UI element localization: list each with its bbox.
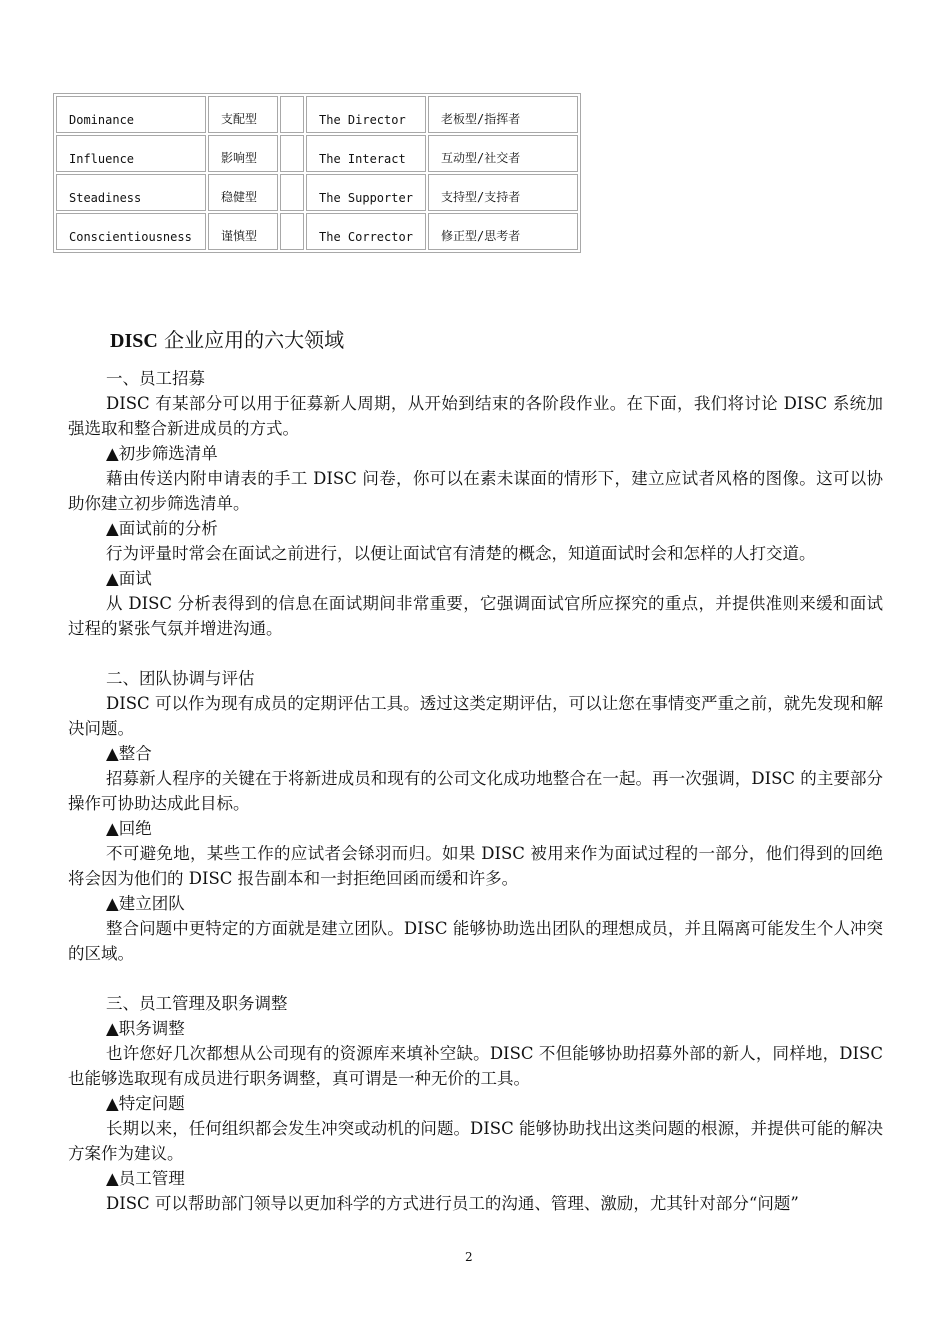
role-chinese: 老板型/指挥者 — [428, 96, 578, 133]
empty-cell — [280, 213, 304, 250]
type-chinese: 谨慎型 — [208, 213, 278, 250]
paragraph: 一、员工招募 — [106, 369, 205, 388]
paragraph: 也许您好几次都想从公司现有的资源库来填补空缺。DISC 不但能够协助招募外部的新人，同样地，DISC 也能够选取现有成员进行职务调整，真可谓是一种无价的工具。 — [68, 1044, 883, 1088]
paragraph: ▲职务调整 — [106, 1019, 185, 1038]
paragraph: 三、员工管理及职务调整 — [106, 994, 288, 1013]
empty-cell — [280, 174, 304, 211]
type-english: Conscientiousness — [56, 213, 206, 250]
empty-cell — [280, 96, 304, 133]
type-english: Dominance — [56, 96, 206, 133]
paragraph: DISC 有某部分可以用于征募新人周期，从开始到结束的各阶段作业。在下面，我们将讨论 DISC 系统加强选取和整合新进成员的方式。 — [68, 394, 883, 438]
paragraph: ▲回绝 — [106, 819, 152, 838]
paragraph: 二、团队协调与评估 — [106, 669, 255, 688]
empty-cell — [280, 135, 304, 172]
disc-table-body — [56, 96, 578, 250]
table-row — [56, 174, 578, 211]
paragraph: 招募新人程序的关键在于将新进成员和现有的公司文化成功地整合在一起。再一次强调，DISC 的主要部分操作可协助达成此目标。 — [68, 769, 883, 813]
paragraph: 整合问题中更特定的方面就是建立团队。DISC 能够协助选出团队的理想成员，并且隔离可能发生个人冲突的区域。 — [68, 919, 883, 963]
role-chinese: 互动型/社交者 — [428, 135, 578, 172]
role-english: The Supporter — [306, 174, 426, 211]
section-title-rest: 企业应用的六大领域 — [157, 328, 345, 352]
disc-types-table — [53, 93, 581, 253]
type-chinese: 影响型 — [208, 135, 278, 172]
type-chinese: 稳健型 — [208, 174, 278, 211]
paragraph: DISC 可以帮助部门领导以更加科学的方式进行员工的沟通、管理、激励，尤其针对部分“问题” — [106, 1194, 799, 1213]
paragraph: 藉由传送内附申请表的手工 DISC 问卷，你可以在素未谋面的情形下，建立应试者风格的图像。这可以协助你建立初步筛选清单。 — [68, 469, 883, 513]
type-english: Steadiness — [56, 174, 206, 211]
role-chinese: 支持型/支持者 — [428, 174, 578, 211]
table-row — [56, 96, 578, 133]
paragraph: ▲建立团队 — [106, 894, 185, 913]
role-english: The Director — [306, 96, 426, 133]
paragraph: ▲特定问题 — [106, 1094, 185, 1113]
paragraph: DISC 可以作为现有成员的定期评估工具。透过这类定期评估，可以让您在事情变严重之前，就先发现和解决问题。 — [68, 694, 883, 738]
role-english: The Interact — [306, 135, 426, 172]
paragraph: 长期以来，任何组织都会发生冲突或动机的问题。DISC 能够协助找出这类问题的根源，并提供可能的解决方案作为建议。 — [68, 1119, 883, 1163]
role-chinese: 修正型/思考者 — [428, 213, 578, 250]
paragraph: ▲初步筛选清单 — [106, 444, 218, 463]
paragraph: ▲面试前的分析 — [106, 519, 218, 538]
table-row — [56, 135, 578, 172]
type-chinese: 支配型 — [208, 96, 278, 133]
paragraph: 从 DISC 分析表得到的信息在面试期间非常重要，它强调面试官所应探究的重点，并提供准则来缓和面试过程的紧张气氛并增进沟通。 — [68, 594, 883, 638]
paragraph: ▲员工管理 — [106, 1169, 185, 1188]
paragraph: 行为评量时常会在面试之前进行，以便让面试官有清楚的概念，知道面试时会和怎样的人打交道。 — [106, 544, 816, 563]
type-english: Influence — [56, 135, 206, 172]
paragraph: 不可避免地，某些工作的应试者会铩羽而归。如果 DISC 被用来作为面试过程的一部分，他们得到的回绝将会因为他们的 DISC 报告副本和一封拒绝回函而缓和许多。 — [68, 844, 883, 888]
section-title — [110, 324, 344, 353]
paragraph: ▲面试 — [106, 569, 152, 588]
body-content — [68, 366, 883, 1216]
role-english: The Corrector — [306, 213, 426, 250]
table-row — [56, 213, 578, 250]
section-title-bold: DISC — [110, 330, 158, 352]
page-number: 2 — [465, 1250, 473, 1264]
paragraph: ▲整合 — [106, 744, 152, 763]
